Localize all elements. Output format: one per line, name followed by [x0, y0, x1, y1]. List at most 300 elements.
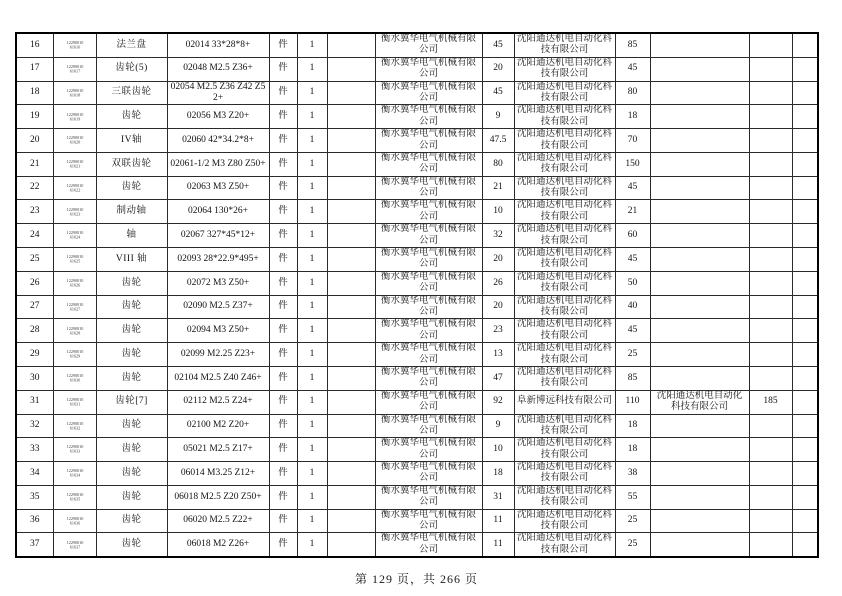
cell-extra	[792, 152, 818, 176]
cell-price-3	[749, 533, 792, 557]
cell-quantity: 1	[297, 319, 327, 343]
cell-price-3	[749, 509, 792, 533]
table-row	[16, 295, 818, 319]
cell-blank	[327, 390, 375, 414]
cell-blank	[327, 438, 375, 462]
parts-price-table	[15, 32, 819, 558]
cell-price-3	[749, 81, 792, 105]
cell-part-name: 法兰盘	[96, 33, 167, 57]
cell-part-name: 齿轮(5)	[96, 57, 167, 81]
cell-quantity: 1	[297, 129, 327, 153]
cell-price-3	[749, 105, 792, 129]
cell-extra	[792, 295, 818, 319]
cell-spec: 02099 M2.25 Z23+	[167, 343, 269, 367]
item-code-text: 12290010 61621	[66, 159, 83, 169]
cell-supplier-2: 沈阳通达机电自动化科技有限公司	[514, 533, 615, 557]
cell-supplier-3	[650, 366, 749, 390]
cell-price-2: 55	[615, 485, 650, 509]
cell-price-3	[749, 366, 792, 390]
cell-price-2: 25	[615, 509, 650, 533]
cell-unit: 件	[269, 366, 297, 390]
cell-supplier-2: 沈阳通达机电自动化科技有限公司	[514, 81, 615, 105]
cell-supplier-1: 衡水冀华电气机械有限公司	[375, 390, 482, 414]
cell-supplier-3	[650, 57, 749, 81]
cell-part-name: 齿轮	[96, 105, 167, 129]
cell-row-number: 23	[16, 200, 53, 224]
cell-price-2: 25	[615, 533, 650, 557]
cell-price-2: 70	[615, 129, 650, 153]
table-row	[16, 200, 818, 224]
cell-quantity: 1	[297, 390, 327, 414]
cell-supplier-2: 沈阳通达机电自动化科技有限公司	[514, 462, 615, 486]
item-code-text: 12290010 61630	[66, 373, 83, 384]
cell-spec: 02112 M2.5 Z24+	[167, 390, 269, 414]
cell-spec: 02056 M3 Z20+	[167, 105, 269, 129]
cell-supplier-3	[650, 105, 749, 129]
cell-supplier-2: 沈阳通达机电自动化科技有限公司	[514, 343, 615, 367]
cell-spec: 02090 M2.5 Z37+	[167, 295, 269, 319]
cell-unit: 件	[269, 438, 297, 462]
cell-price-3	[749, 57, 792, 81]
cell-supplier-2: 沈阳通达机电自动化科技有限公司	[514, 57, 615, 81]
cell-quantity: 1	[297, 152, 327, 176]
table-body	[16, 33, 818, 557]
cell-extra	[792, 200, 818, 224]
cell-price-1: 18	[482, 462, 514, 486]
cell-supplier-3	[650, 33, 749, 57]
cell-part-name: 齿轮	[96, 485, 167, 509]
cell-blank	[327, 248, 375, 272]
item-code-text: 12290010 61627	[66, 302, 83, 312]
table-row	[16, 462, 818, 486]
cell-spec: 02104 M2.5 Z40 Z46+	[167, 366, 269, 390]
table-row	[16, 343, 818, 367]
cell-quantity: 1	[297, 224, 327, 248]
cell-blank	[327, 485, 375, 509]
cell-item-code	[53, 176, 96, 200]
cell-item-code	[53, 200, 96, 224]
cell-unit: 件	[269, 485, 297, 509]
cell-quantity: 1	[297, 105, 327, 129]
cell-price-1: 9	[482, 414, 514, 438]
cell-row-number: 18	[16, 81, 53, 105]
cell-supplier-2: 沈阳通达机电自动化科技有限公司	[514, 176, 615, 200]
cell-price-1: 13	[482, 343, 514, 367]
cell-quantity: 1	[297, 81, 327, 105]
cell-row-number: 30	[16, 366, 53, 390]
cell-row-number: 29	[16, 343, 53, 367]
cell-supplier-1: 衡水冀华电气机械有限公司	[375, 33, 482, 57]
cell-blank	[327, 81, 375, 105]
cell-supplier-3	[650, 485, 749, 509]
cell-price-1: 11	[482, 533, 514, 557]
item-code-text: 12290010 61620	[66, 135, 83, 146]
cell-price-1: 92	[482, 390, 514, 414]
cell-item-code	[53, 533, 96, 557]
cell-supplier-3	[650, 176, 749, 200]
cell-price-3	[749, 438, 792, 462]
cell-price-3	[749, 33, 792, 57]
item-code-text: 12290010 61632	[66, 421, 83, 431]
cell-supplier-1: 衡水冀华电气机械有限公司	[375, 509, 482, 533]
cell-extra	[792, 319, 818, 343]
cell-quantity: 1	[297, 366, 327, 390]
cell-extra	[792, 248, 818, 272]
cell-quantity: 1	[297, 343, 327, 367]
cell-item-code	[53, 366, 96, 390]
cell-supplier-3	[650, 129, 749, 153]
cell-unit: 件	[269, 509, 297, 533]
cell-blank	[327, 295, 375, 319]
cell-supplier-1: 衡水冀华电气机械有限公司	[375, 319, 482, 343]
cell-row-number: 21	[16, 152, 53, 176]
cell-supplier-3	[650, 271, 749, 295]
cell-price-1: 10	[482, 200, 514, 224]
cell-unit: 件	[269, 129, 297, 153]
item-code-text: 12290010 61616	[66, 40, 83, 51]
cell-spec: 02093 28*22.9*495+	[167, 248, 269, 272]
cell-price-1: 47	[482, 366, 514, 390]
cell-supplier-3	[650, 200, 749, 224]
cell-part-name: IV轴	[96, 129, 167, 153]
cell-item-code	[53, 438, 96, 462]
cell-unit: 件	[269, 414, 297, 438]
cell-price-2: 40	[615, 295, 650, 319]
item-code-text: 12290010 61636	[66, 516, 83, 526]
cell-unit: 件	[269, 390, 297, 414]
cell-unit: 件	[269, 200, 297, 224]
cell-price-2: 45	[615, 176, 650, 200]
cell-unit: 件	[269, 462, 297, 486]
cell-extra	[792, 343, 818, 367]
cell-price-2: 18	[615, 105, 650, 129]
table-row	[16, 224, 818, 248]
cell-supplier-1: 衡水冀华电气机械有限公司	[375, 438, 482, 462]
cell-extra	[792, 509, 818, 533]
cell-blank	[327, 366, 375, 390]
cell-unit: 件	[269, 271, 297, 295]
cell-part-name: 齿轮	[96, 295, 167, 319]
cell-item-code	[53, 248, 96, 272]
cell-supplier-1: 衡水冀华电气机械有限公司	[375, 295, 482, 319]
cell-row-number: 20	[16, 129, 53, 153]
cell-part-name: 齿轮[7]	[96, 390, 167, 414]
cell-supplier-2: 沈阳通达机电自动化科技有限公司	[514, 105, 615, 129]
cell-supplier-2: 沈阳通达机电自动化科技有限公司	[514, 271, 615, 295]
table-row	[16, 390, 818, 414]
cell-supplier-3	[650, 152, 749, 176]
item-code-text: 12290010 61617	[66, 64, 83, 74]
table-row	[16, 129, 818, 153]
cell-supplier-2: 沈阳通达机电自动化科技有限公司	[514, 295, 615, 319]
cell-row-number: 35	[16, 485, 53, 509]
cell-price-3	[749, 414, 792, 438]
cell-supplier-2: 沈阳通达机电自动化科技有限公司	[514, 224, 615, 248]
cell-item-code	[53, 224, 96, 248]
item-code-text: 12290010 61634	[66, 468, 83, 479]
item-code-text: 12290010 61631	[66, 397, 83, 407]
cell-quantity: 1	[297, 485, 327, 509]
cell-spec: 02064 130*26+	[167, 200, 269, 224]
cell-supplier-3	[650, 224, 749, 248]
cell-supplier-2: 沈阳通达机电自动化科技有限公司	[514, 366, 615, 390]
cell-price-3	[749, 295, 792, 319]
cell-supplier-3	[650, 533, 749, 557]
cell-row-number: 19	[16, 105, 53, 129]
cell-supplier-1: 衡水冀华电气机械有限公司	[375, 271, 482, 295]
cell-unit: 件	[269, 176, 297, 200]
cell-supplier-2: 阜新博远科技有限公司	[514, 390, 615, 414]
item-code-text: 12290010 61622	[66, 183, 83, 193]
item-code-text: 12290010 61628	[66, 325, 83, 336]
cell-spec: 02014 33*28*8+	[167, 33, 269, 57]
cell-blank	[327, 271, 375, 295]
cell-row-number: 37	[16, 533, 53, 557]
cell-extra	[792, 176, 818, 200]
cell-extra	[792, 366, 818, 390]
cell-supplier-3	[650, 295, 749, 319]
cell-price-3	[749, 319, 792, 343]
cell-blank	[327, 509, 375, 533]
table-row	[16, 414, 818, 438]
cell-price-3	[749, 129, 792, 153]
cell-supplier-1: 衡水冀华电气机械有限公司	[375, 200, 482, 224]
cell-quantity: 1	[297, 176, 327, 200]
cell-unit: 件	[269, 319, 297, 343]
cell-price-2: 45	[615, 319, 650, 343]
cell-extra	[792, 129, 818, 153]
item-code-text: 12290010 61624	[66, 230, 83, 241]
cell-blank	[327, 200, 375, 224]
cell-price-2: 50	[615, 271, 650, 295]
cell-blank	[327, 176, 375, 200]
cell-price-1: 10	[482, 438, 514, 462]
cell-price-3	[749, 462, 792, 486]
cell-price-1: 45	[482, 81, 514, 105]
table-row	[16, 248, 818, 272]
cell-supplier-1: 衡水冀华电气机械有限公司	[375, 105, 482, 129]
cell-unit: 件	[269, 152, 297, 176]
cell-supplier-3	[650, 248, 749, 272]
cell-price-2: 85	[615, 366, 650, 390]
cell-price-2: 18	[615, 438, 650, 462]
cell-quantity: 1	[297, 271, 327, 295]
cell-spec: 06018 M2.5 Z20 Z50+	[167, 485, 269, 509]
cell-item-code	[53, 33, 96, 57]
cell-extra	[792, 485, 818, 509]
cell-supplier-3	[650, 319, 749, 343]
cell-price-2: 150	[615, 152, 650, 176]
cell-unit: 件	[269, 105, 297, 129]
cell-item-code	[53, 57, 96, 81]
item-code-text: 12290010 61637	[66, 540, 83, 550]
cell-price-3	[749, 152, 792, 176]
cell-supplier-1: 衡水冀华电气机械有限公司	[375, 366, 482, 390]
cell-extra	[792, 33, 818, 57]
cell-row-number: 24	[16, 224, 53, 248]
cell-spec: 02061-1/2 M3 Z80 Z50+	[167, 152, 269, 176]
cell-blank	[327, 533, 375, 557]
table-row	[16, 319, 818, 343]
cell-part-name: 齿轮	[96, 509, 167, 533]
cell-spec: 06014 M3.25 Z12+	[167, 462, 269, 486]
cell-spec: 02072 M3 Z50+	[167, 271, 269, 295]
item-code-text: 12290010 61625	[66, 254, 83, 265]
cell-part-name: 三联齿轮	[96, 81, 167, 105]
cell-unit: 件	[269, 248, 297, 272]
cell-price-1: 80	[482, 152, 514, 176]
cell-row-number: 22	[16, 176, 53, 200]
cell-spec: 02063 M3 Z50+	[167, 176, 269, 200]
cell-part-name: 齿轮	[96, 319, 167, 343]
cell-spec: 02067 327*45*12+	[167, 224, 269, 248]
cell-part-name: VIII 轴	[96, 248, 167, 272]
cell-price-1: 26	[482, 271, 514, 295]
cell-supplier-1: 衡水冀华电气机械有限公司	[375, 129, 482, 153]
cell-part-name: 齿轮	[96, 271, 167, 295]
cell-item-code	[53, 81, 96, 105]
cell-supplier-1: 衡水冀华电气机械有限公司	[375, 533, 482, 557]
cell-price-3	[749, 485, 792, 509]
cell-supplier-2: 沈阳通达机电自动化科技有限公司	[514, 319, 615, 343]
cell-price-3	[749, 248, 792, 272]
cell-blank	[327, 224, 375, 248]
cell-supplier-3	[650, 414, 749, 438]
cell-blank	[327, 462, 375, 486]
cell-price-1: 45	[482, 33, 514, 57]
cell-spec: 02100 M2 Z20+	[167, 414, 269, 438]
cell-quantity: 1	[297, 248, 327, 272]
cell-part-name: 齿轮	[96, 176, 167, 200]
cell-blank	[327, 129, 375, 153]
cell-part-name: 双联齿轮	[96, 152, 167, 176]
table-row	[16, 271, 818, 295]
table-row	[16, 485, 818, 509]
cell-price-3	[749, 271, 792, 295]
cell-supplier-1: 衡水冀华电气机械有限公司	[375, 57, 482, 81]
cell-price-3	[749, 343, 792, 367]
cell-price-1: 47.5	[482, 129, 514, 153]
cell-extra	[792, 105, 818, 129]
cell-supplier-2: 沈阳通达机电自动化科技有限公司	[514, 200, 615, 224]
cell-part-name: 齿轮	[96, 366, 167, 390]
cell-price-1: 11	[482, 509, 514, 533]
cell-quantity: 1	[297, 462, 327, 486]
cell-row-number: 27	[16, 295, 53, 319]
cell-supplier-1: 衡水冀华电气机械有限公司	[375, 248, 482, 272]
cell-supplier-1: 衡水冀华电气机械有限公司	[375, 462, 482, 486]
cell-supplier-3	[650, 462, 749, 486]
cell-item-code	[53, 414, 96, 438]
cell-extra	[792, 224, 818, 248]
item-code-text: 12290010 61623	[66, 207, 83, 217]
table-row	[16, 509, 818, 533]
item-code-text: 12290010 61633	[66, 444, 83, 455]
cell-unit: 件	[269, 295, 297, 319]
item-code-text: 12290010 61619	[66, 111, 83, 122]
cell-unit: 件	[269, 224, 297, 248]
cell-supplier-1: 衡水冀华电气机械有限公司	[375, 224, 482, 248]
cell-price-2: 80	[615, 81, 650, 105]
cell-quantity: 1	[297, 414, 327, 438]
cell-price-2: 38	[615, 462, 650, 486]
cell-item-code	[53, 485, 96, 509]
cell-spec: 05021 M2.5 Z17+	[167, 438, 269, 462]
cell-price-3	[749, 176, 792, 200]
cell-price-1: 20	[482, 57, 514, 81]
cell-price-1: 32	[482, 224, 514, 248]
cell-supplier-2: 沈阳通达机电自动化科技有限公司	[514, 129, 615, 153]
item-code-text: 12290010 61629	[66, 349, 83, 360]
cell-row-number: 32	[16, 414, 53, 438]
cell-supplier-1: 衡水冀华电气机械有限公司	[375, 152, 482, 176]
cell-extra	[792, 533, 818, 557]
cell-row-number: 16	[16, 33, 53, 57]
cell-row-number: 33	[16, 438, 53, 462]
table-row	[16, 57, 818, 81]
cell-spec: 02048 M2.5 Z36+	[167, 57, 269, 81]
table-row	[16, 33, 818, 57]
cell-price-1: 31	[482, 485, 514, 509]
cell-item-code	[53, 295, 96, 319]
cell-supplier-2: 沈阳通达机电自动化科技有限公司	[514, 414, 615, 438]
cell-unit: 件	[269, 33, 297, 57]
cell-price-2: 45	[615, 248, 650, 272]
cell-price-1: 23	[482, 319, 514, 343]
cell-spec: 02060 42*34.2*8+	[167, 129, 269, 153]
cell-item-code	[53, 390, 96, 414]
cell-spec: 02094 M3 Z50+	[167, 319, 269, 343]
cell-blank	[327, 57, 375, 81]
cell-spec: 06018 M2 Z26+	[167, 533, 269, 557]
cell-supplier-1: 衡水冀华电气机械有限公司	[375, 176, 482, 200]
cell-quantity: 1	[297, 200, 327, 224]
cell-quantity: 1	[297, 33, 327, 57]
cell-price-2: 60	[615, 224, 650, 248]
cell-supplier-2: 沈阳通达机电自动化科技有限公司	[514, 248, 615, 272]
cell-price-2: 18	[615, 414, 650, 438]
cell-supplier-2: 沈阳通达机电自动化科技有限公司	[514, 438, 615, 462]
cell-price-1: 20	[482, 295, 514, 319]
cell-price-3: 185	[749, 390, 792, 414]
cell-quantity: 1	[297, 295, 327, 319]
cell-row-number: 25	[16, 248, 53, 272]
cell-extra	[792, 81, 818, 105]
cell-part-name: 轴	[96, 224, 167, 248]
cell-price-2: 85	[615, 33, 650, 57]
cell-part-name: 齿轮	[96, 438, 167, 462]
cell-part-name: 齿轮	[96, 414, 167, 438]
cell-spec: 02054 M2.5 Z36 Z42 Z52+	[167, 81, 269, 105]
cell-quantity: 1	[297, 533, 327, 557]
cell-unit: 件	[269, 81, 297, 105]
cell-supplier-2: 沈阳通达机电自动化科技有限公司	[514, 509, 615, 533]
table-row	[16, 152, 818, 176]
cell-blank	[327, 414, 375, 438]
table-row	[16, 438, 818, 462]
item-code-text: 12290010 61618	[66, 88, 83, 98]
cell-supplier-1: 衡水冀华电气机械有限公司	[375, 343, 482, 367]
cell-row-number: 34	[16, 462, 53, 486]
cell-quantity: 1	[297, 57, 327, 81]
cell-extra	[792, 390, 818, 414]
cell-row-number: 17	[16, 57, 53, 81]
cell-unit: 件	[269, 343, 297, 367]
cell-quantity: 1	[297, 509, 327, 533]
table-row	[16, 366, 818, 390]
table-row	[16, 176, 818, 200]
cell-item-code	[53, 129, 96, 153]
